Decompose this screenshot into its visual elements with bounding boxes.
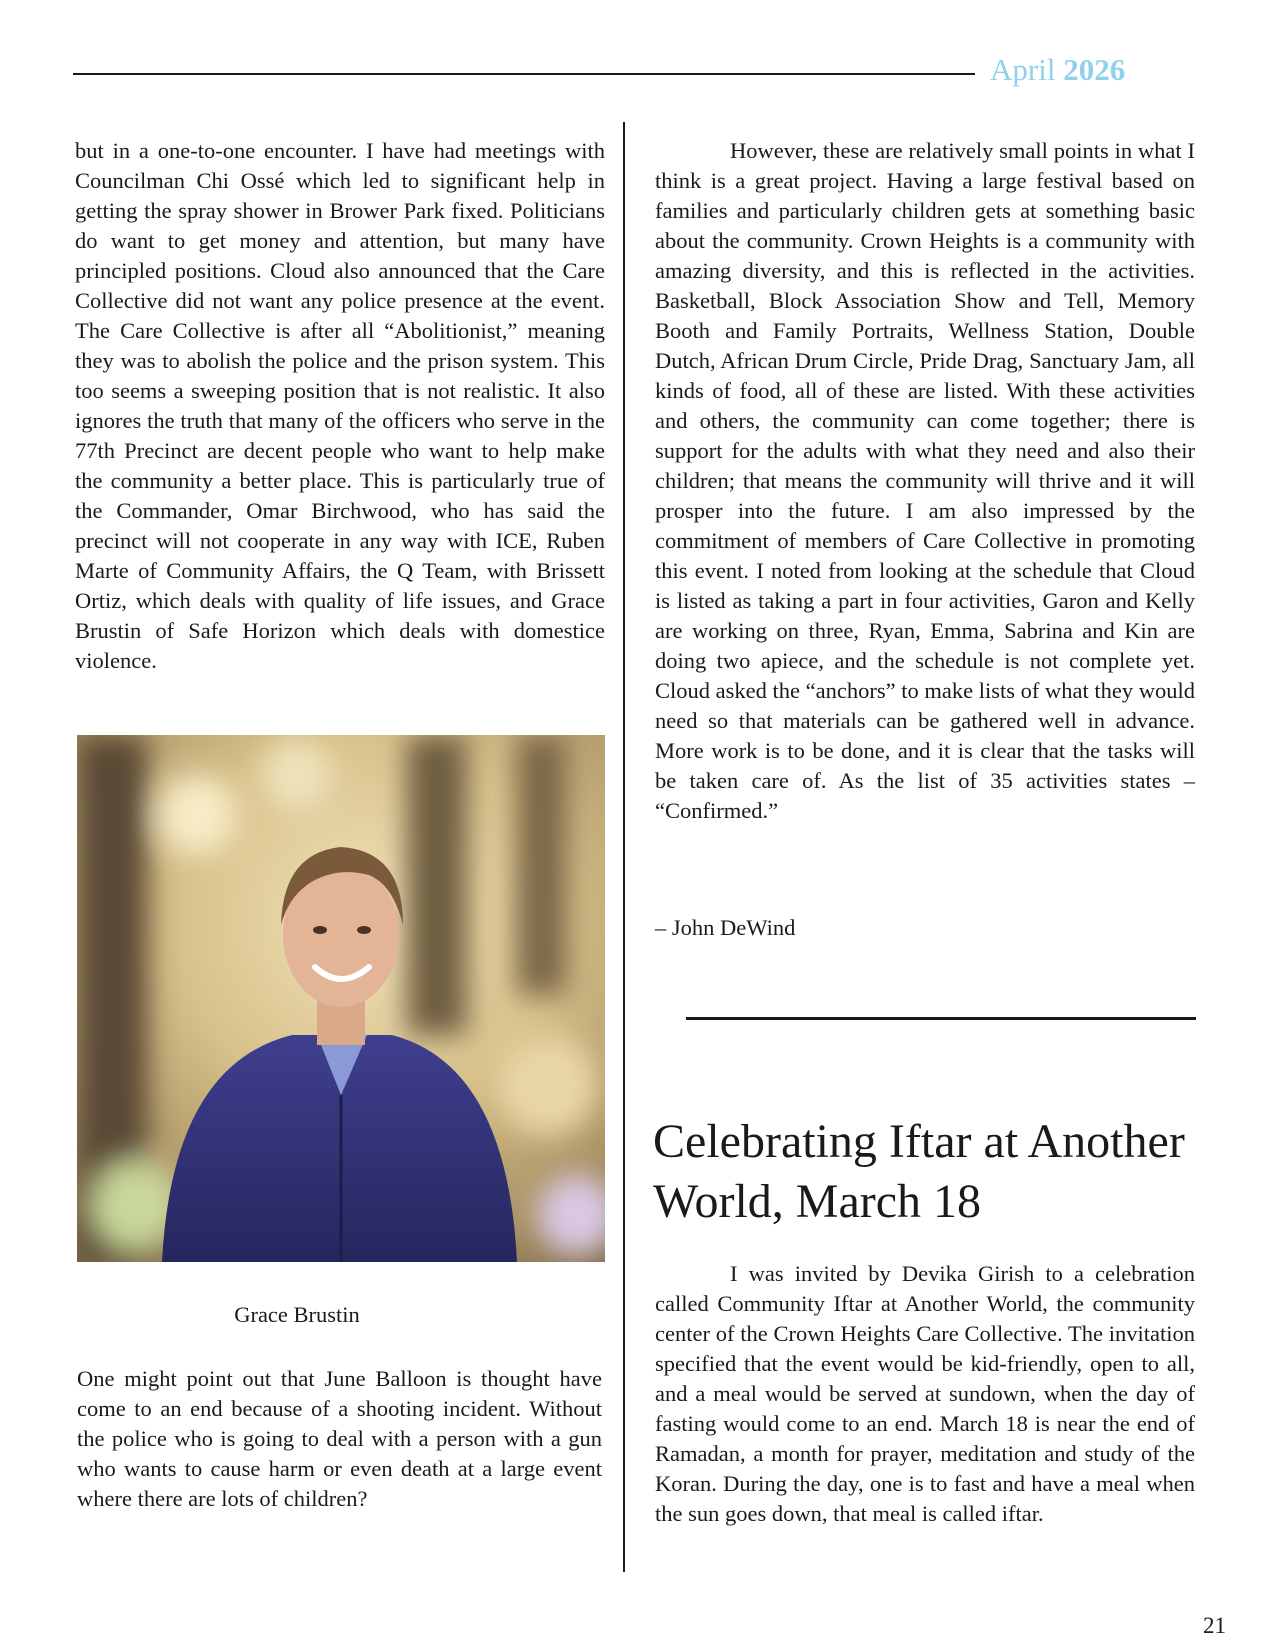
header-rule [73, 73, 975, 75]
column-divider [623, 122, 625, 1572]
issue-date [990, 52, 1125, 88]
article-paragraph: One might point out that June Balloon is thought have come to an end because of a shooting incident. Without the police who is going to deal with a person with a gun who wants to cause harm or even death at a large event where there are lots of children? [77, 1366, 602, 1511]
photo-caption: Grace Brustin [234, 1302, 360, 1327]
issue-year: 2026 [1063, 52, 1126, 87]
right-column-article-continuation [655, 136, 1195, 826]
article-paragraph: but in a one-to-one encounter. I have had meetings with Councilman Chi Ossé which led to significant help in getting the spray shower in Brower Park fixed. Politicians do want to get money and attention, but many have principled positions. Cloud also announced that the Care Collective did not want any police presence at the event. The Care Collective is after all “Abolitionist,” meaning they was to abolish the police and the prison system. This too seems a sweeping position that is not realistic. It also ignores the truth that many of the officers who serve in the 77th Precinct are decent people who want to help make the community a better place. This is particularly true of the Commander, Omar Birchwood, who has said the precinct will not cooperate in any way with ICE, Ruben Marte of Community Affairs, the Q Team, with Brissett Ortiz, which deals with quality of life issues, and Grace Brustin of Safe Horizon which deals with domestice violence. [75, 138, 605, 673]
portrait-photo [77, 735, 605, 1262]
article-paragraph: However, these are relatively small points in what I think is a great project. Having a large festival based on families and particularly children gets at something basic about the community. Crown Heights is a community with amazing diversity, and this is reflected in the activities. Basketball, Block Association Show and Tell, Memory Booth and Family Portraits, Wellness Station, Double Dutch, African Drum Circle, Pride Drag, Sanctuary Jam, all kinds of food, all of these are listed. With these activities and others, the community can come together; there is support for the adults with what they need and also their children; that means the community will thrive and it will prosper into the future. I am also impressed by the commitment of members of Care Collective in promoting this event. I noted from looking at the schedule that Cloud is listed as taking a part in four activities, Garon and Kelly are working on three, Ryan, Emma, Sabrina and Kin are doing two apiece, and the schedule is not complete yet. Cloud asked the “anchors” to make lists of what they would need so that materials can be gathered well in advance. More work is to be done, and it is clear that the tasks will be taken care of. As the list of 35 activities states – “Confirmed.” [655, 138, 1195, 823]
issue-month: April [990, 52, 1056, 87]
left-column-article-continuation [75, 136, 605, 676]
portrait-illustration [77, 735, 605, 1262]
page-number: 21 [1203, 1613, 1226, 1638]
left-column-closing [77, 1364, 602, 1514]
article-paragraph: I was invited by Devika Girish to a celebration called Community Iftar at Another World, the community center of the Crown Heights Care Collective. The invitation specified that the event would be kid-friendly, open to all, and a meal would be served at sundown, when the day of fasting would come to an end. March 18 is near the end of Ramadan, a month for prayer, meditation and study of the Koran. During the day, one is to fast and have a meal when the sun goes down, that meal is called iftar. [655, 1261, 1195, 1526]
article-headline: Celebrating Iftar at Another World, March 18 [653, 1115, 1185, 1228]
iftar-article-body [655, 1259, 1195, 1529]
section-rule [686, 1017, 1196, 1020]
author-byline: – John DeWind [655, 915, 796, 940]
